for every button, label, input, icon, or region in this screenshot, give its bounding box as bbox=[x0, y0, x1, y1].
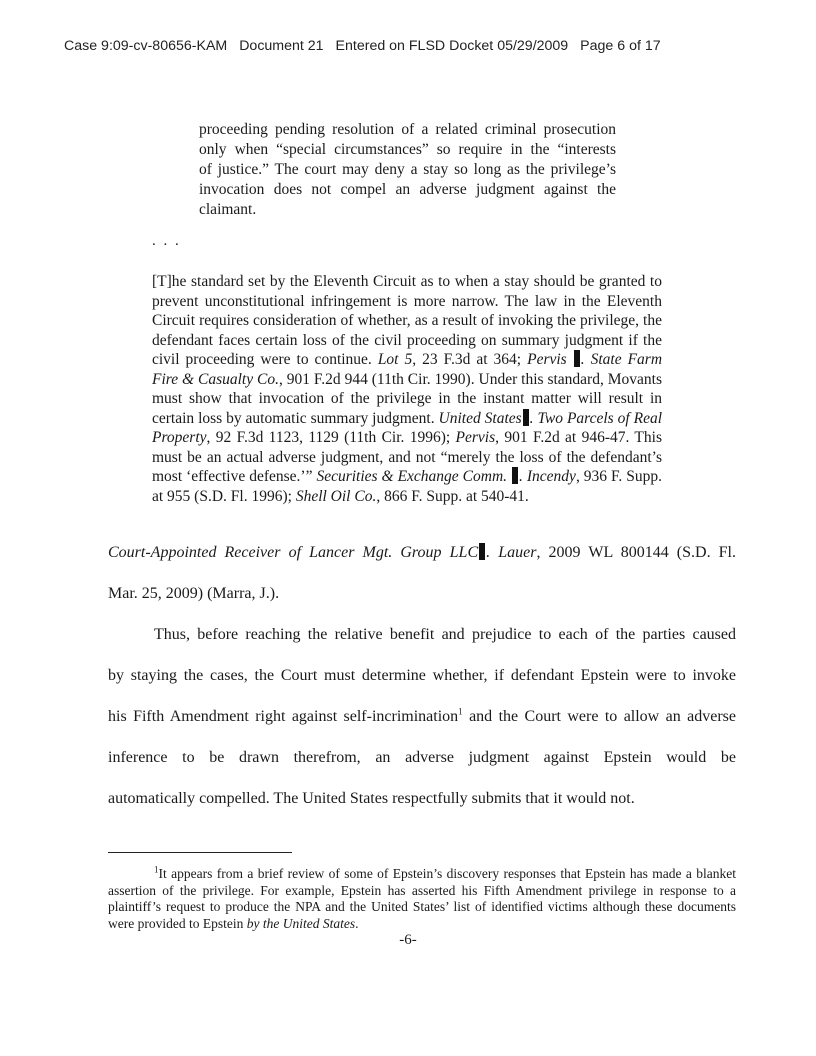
paragraph-line bbox=[108, 707, 736, 727]
citation: , 92 F.3d 1123, 1129 (11th Cir. 1996); bbox=[206, 429, 451, 446]
paragraph-line: automatically compelled. The United States respectfully submits that it would not. bbox=[108, 790, 635, 807]
block-quote-2 bbox=[152, 272, 662, 506]
paragraph-text: his Fifth Amendment right against self-incrimination bbox=[108, 708, 459, 725]
redaction-mark bbox=[523, 409, 529, 426]
case-name: . Lauer bbox=[486, 544, 537, 561]
footnote-end: . bbox=[355, 915, 359, 931]
citation: , 23 F.3d at 364; bbox=[412, 351, 522, 368]
citation: , 901 F.2d at 946-47. This must be an actual adverse judgment, and not “merely the loss of the defendant’s most ‘effective defense.’” bbox=[152, 429, 662, 485]
footnote-number: 1 bbox=[154, 864, 159, 875]
case-name: Shell Oil Co. bbox=[295, 487, 377, 505]
ellipsis: . . . bbox=[152, 233, 181, 249]
page-count: Page 6 of 17 bbox=[580, 38, 661, 54]
paragraph-text: and the Court were to allow an adverse bbox=[462, 708, 736, 725]
case-name: Pervis bbox=[455, 429, 496, 446]
footnote-emphasis: by the United States bbox=[246, 915, 356, 931]
page-number: -6- bbox=[399, 932, 417, 948]
case-name: Lot 5 bbox=[377, 351, 413, 368]
quote-line: proceeding pending resolution of a related criminal prosecution bbox=[199, 121, 616, 138]
quote-line: only when “special circumstances” so require in the “interests bbox=[199, 141, 616, 158]
footnote bbox=[108, 866, 736, 932]
case-name: United States bbox=[438, 409, 522, 427]
citation: , 866 F. Supp. at 540-41. bbox=[376, 487, 529, 505]
citation: , 2009 WL 800144 (S.D. Fl. bbox=[536, 544, 737, 561]
quote-text: [T]he standard set by the Eleventh Circuit as to when a stay should be granted to prevent unconstitutional infringement is more narrow. The law in the Eleventh Circuit requires consideration of whether, as a result of invoking the privilege, the defendant faces certain loss of the civil proceeding on summary judgment if the civil proceeding were to continue. bbox=[152, 273, 662, 368]
redaction-mark bbox=[479, 543, 485, 560]
citation: , 936 F. Supp. at 955 (S.D. Fl. 1996); bbox=[152, 468, 663, 505]
quote-line: of justice.” The court may deny a stay so long as the privilege’s bbox=[199, 161, 616, 178]
docket-header bbox=[64, 38, 784, 54]
case-number: Case 9:09-cv-80656-KAM bbox=[64, 38, 228, 54]
case-name: Court-Appointed Receiver of Lancer Mgt. Group LLC bbox=[108, 544, 479, 561]
footnote-text: It appears from a brief review of some of Epstein’s discovery responses that Epstein has made a blanket assertion of the privilege. For example, Epstein has asserted his Fifth Amendment privilege in response to a plaintiff’s request to produce the NPA and the United States’ list of identified victims although these documents were provided to Epstein bbox=[108, 866, 736, 931]
quote-line: claimant. bbox=[199, 201, 257, 218]
redaction-mark bbox=[574, 350, 580, 367]
quote-line: invocation does not compel an adverse judgment against the bbox=[199, 181, 616, 198]
paragraph-line: inference to be drawn therefrom, an adverse judgment against Epstein would be bbox=[108, 749, 736, 766]
case-name: . Incendy bbox=[519, 468, 576, 485]
citation: , 901 F.2d 944 (11th Cir. 1990). Under this standard, Movants must show that invocation of the privilege in the instant matter will result in certain loss by automatic summary judgment. bbox=[152, 370, 662, 427]
paragraph-line: Thus, before reaching the relative benefit and prejudice to each of the parties caused bbox=[154, 626, 736, 643]
case-name: . State Farm Fire & Casualty Co. bbox=[152, 351, 663, 388]
redaction-mark bbox=[512, 467, 518, 484]
case-name: Securities & Exchange Comm. bbox=[316, 468, 508, 485]
case-name: . Two Parcels of Real Property bbox=[152, 409, 663, 446]
case-name: Pervis bbox=[527, 351, 567, 368]
citation-line-1 bbox=[108, 543, 736, 563]
footnote-marker: 1 bbox=[458, 706, 463, 717]
footnote-divider bbox=[108, 852, 292, 853]
citation-line-2: Mar. 25, 2009) (Marra, J.). bbox=[108, 585, 280, 602]
paragraph-line: by staying the cases, the Court must determine whether, if defendant Epstein were to invoke bbox=[108, 667, 736, 684]
docket-entry: Entered on FLSD Docket 05/29/2009 bbox=[335, 38, 569, 54]
block-quote-1 bbox=[199, 120, 616, 220]
document-number: Document 21 bbox=[239, 38, 324, 54]
